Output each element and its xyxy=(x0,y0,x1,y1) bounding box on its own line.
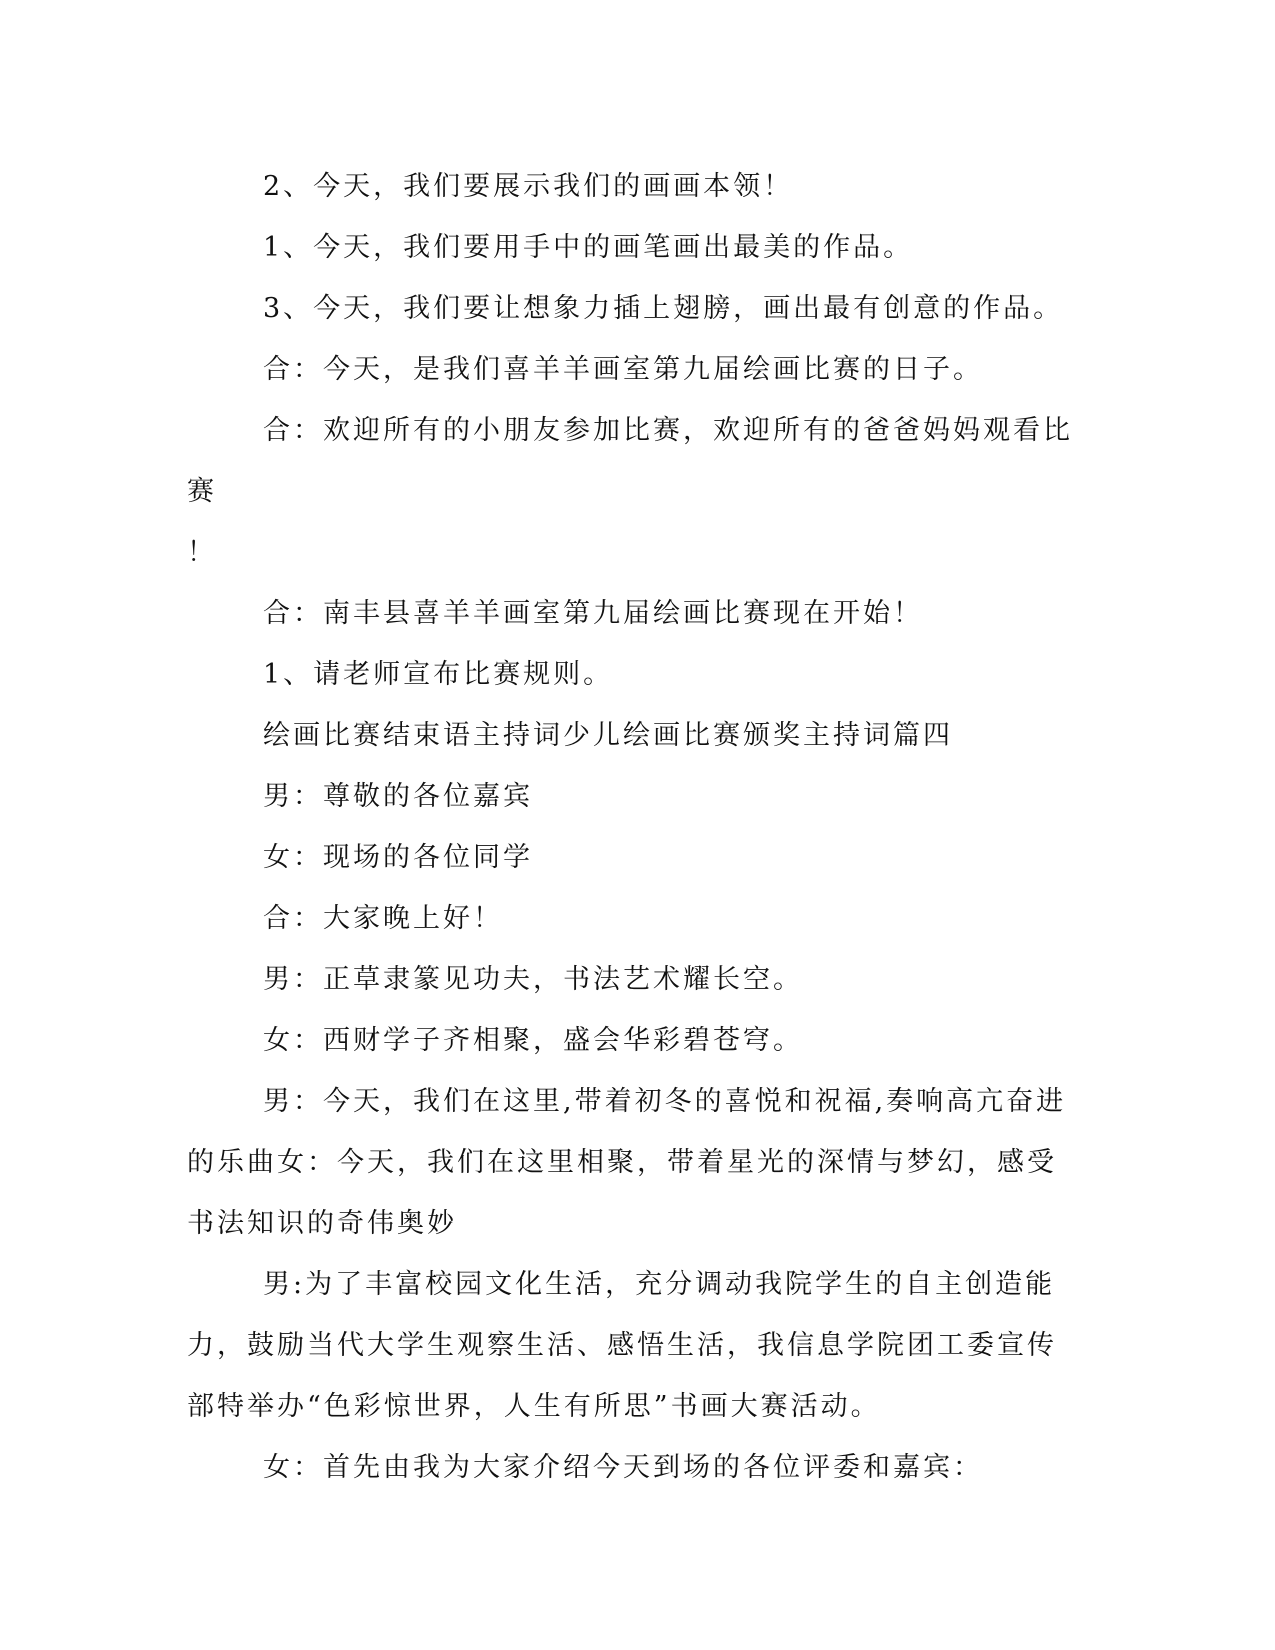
paragraph: 3、今天，我们要让想象力插上翅膀，画出最有创意的作品。 xyxy=(263,293,1064,324)
paragraph: ！ xyxy=(187,537,217,568)
paragraph: 合：欢迎所有的小朋友参加比赛，欢迎所有的爸爸妈妈观看比赛 xyxy=(187,415,1073,507)
paragraph: 合：南丰县喜羊羊画室第九届绘画比赛现在开始！ xyxy=(263,598,923,629)
paragraph: 女：现场的各位同学 xyxy=(263,842,533,873)
document-body xyxy=(187,156,1077,1498)
paragraph: 男：今天，我们在这里,带着初冬的喜悦和祝福,奏响高亢奋进的乐曲女：今天，我们在这里相聚，带着星光的深情与梦幻，感受书法知识的奇伟奥妙 xyxy=(187,1086,1067,1239)
paragraph: 男：正草隶篆见功夫，书法艺术耀长空。 xyxy=(263,964,803,995)
paragraph: 合：大家晚上好！ xyxy=(263,903,503,934)
paragraph: 女：西财学子齐相聚，盛会华彩碧苍穹。 xyxy=(263,1025,803,1056)
paragraph: 合：今天，是我们喜羊羊画室第九届绘画比赛的日子。 xyxy=(263,354,983,385)
paragraph: 男：尊敬的各位嘉宾 xyxy=(263,781,533,812)
paragraph: 1、请老师宣布比赛规则。 xyxy=(263,659,614,690)
paragraph: 男:为了丰富校园文化生活，充分调动我院学生的自主创造能力，鼓励当代大学生观察生活、感悟生活，我信息学院团工委宣传部特举办“色彩惊世界，人生有所思”书画大赛活动。 xyxy=(187,1269,1057,1422)
paragraph: 女：首先由我为大家介绍今天到场的各位评委和嘉宾： xyxy=(263,1452,983,1483)
paragraph: 1、今天，我们要用手中的画笔画出最美的作品。 xyxy=(263,232,914,263)
paragraph: 2、今天，我们要展示我们的画画本领！ xyxy=(263,171,794,202)
section-heading: 绘画比赛结束语主持词少儿绘画比赛颁奖主持词篇四 xyxy=(263,720,953,751)
